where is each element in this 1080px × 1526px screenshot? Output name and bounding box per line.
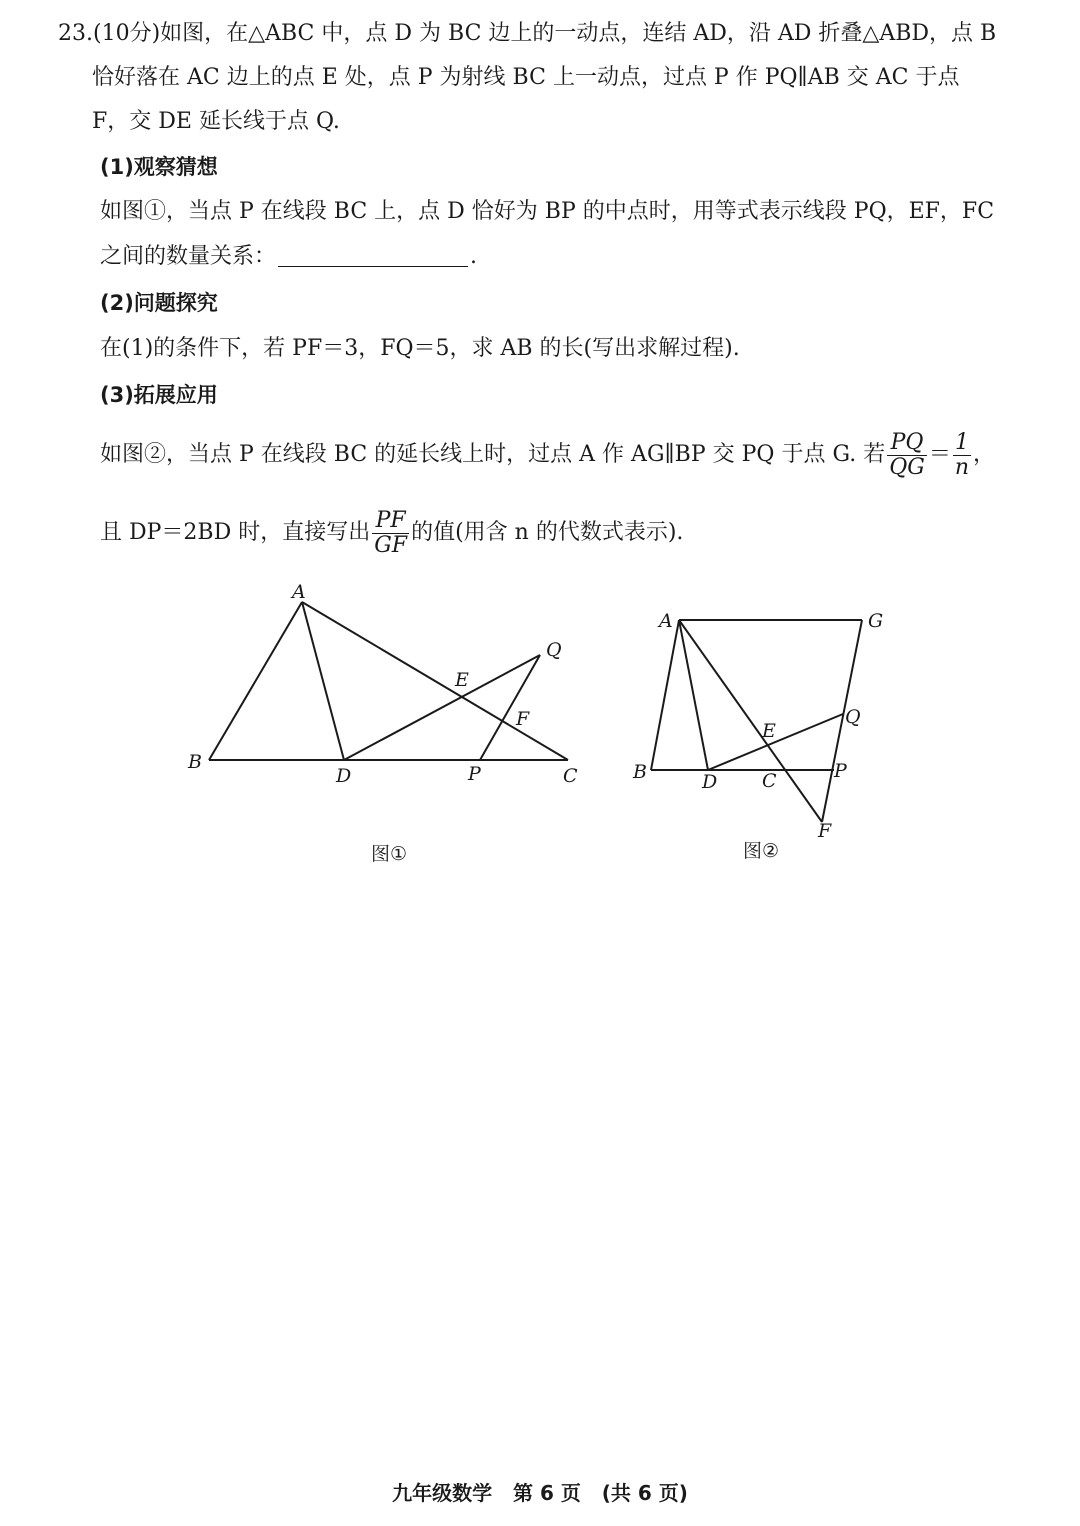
label-e: E: [762, 720, 776, 742]
label-d: D: [336, 765, 352, 787]
label-f: F: [516, 708, 530, 730]
segment-af: [679, 620, 822, 822]
label-p: P: [834, 760, 847, 782]
fraction-denominator: GF: [374, 532, 408, 558]
segment-ac: [302, 602, 568, 760]
question-score: (10分): [93, 21, 161, 46]
label-q: Q: [845, 706, 861, 728]
page-footer: [0, 1477, 1080, 1506]
stem-text-1: 如图，在△ABC 中，点 D 为 BC 边上的一动点，连结 AD，沿 AD 折叠△ABD，点 B: [160, 21, 997, 46]
label-f: F: [818, 820, 832, 842]
label-c: C: [563, 765, 578, 787]
fraction-denominator: QG: [889, 454, 925, 480]
question-stem-line-2: 恰好落在 AC 边上的点 E 处，点 P 为射线 BC 上一动点，过点 P 作 PQ∥AB 交 AC 于点: [92, 65, 960, 90]
label-e: E: [455, 669, 469, 691]
equals-sign: ＝: [928, 442, 951, 467]
fraction-numerator: 1: [953, 431, 971, 456]
segment-ab: [209, 602, 302, 760]
part3-line-1-post: ，: [973, 442, 996, 467]
label-g: G: [868, 610, 884, 632]
figure-2: [632, 610, 883, 842]
part1-line-1: 如图①，当点 P 在线段 BC 上，点 D 恰好为 BP 的中点时，用等式表示线段 PQ，EF，FC: [100, 199, 995, 224]
label-p: P: [468, 763, 481, 785]
label-a: A: [292, 581, 306, 603]
part2-heading: (2)问题探究: [100, 291, 218, 315]
part1-line-2-end: .: [470, 244, 478, 269]
label-q: Q: [546, 639, 562, 661]
question-stem-line-3: F，交 DE 延长线于点 Q.: [92, 109, 340, 134]
label-c: C: [762, 770, 777, 792]
part3-heading: (3)拓展应用: [100, 383, 218, 407]
label-b: B: [633, 761, 647, 783]
footer-total-pages: (共 6 页): [601, 1481, 688, 1505]
figure-1: [187, 581, 578, 787]
part3-line-2-post: 的值(用含 n 的代数式表示).: [411, 520, 684, 545]
footer-page-number: 第 6 页: [513, 1481, 581, 1505]
segment-ad: [302, 602, 344, 760]
fraction-numerator: PF: [372, 509, 409, 534]
fraction-denominator: n: [954, 454, 970, 480]
question-number: 23.: [58, 21, 93, 46]
part3-line-1-pre: 如图②，当点 P 在线段 BC 的延长线上时，过点 A 作 AG∥BP 交 PQ 于点 G. 若: [100, 442, 886, 467]
label-a: A: [659, 610, 673, 632]
fraction-numerator: PQ: [887, 431, 927, 456]
part3-line-2-pre: 且 DP＝2BD 时，直接写出: [100, 520, 371, 545]
figure-2-caption: 图②: [743, 840, 780, 862]
figure-1-caption: 图①: [371, 843, 408, 865]
part1-line-2-text: 之间的数量关系：: [100, 244, 277, 269]
part2-line-1: 在(1)的条件下，若 PF＝3，FQ＝5，求 AB 的长(写出求解过程).: [100, 336, 740, 361]
footer-subject: 九年级数学: [392, 1481, 493, 1505]
segment-ab: [651, 620, 679, 770]
part1-heading: (1)观察猜想: [100, 155, 218, 179]
label-b: B: [188, 751, 202, 773]
segment-ad: [679, 620, 708, 770]
label-d: D: [702, 771, 718, 793]
